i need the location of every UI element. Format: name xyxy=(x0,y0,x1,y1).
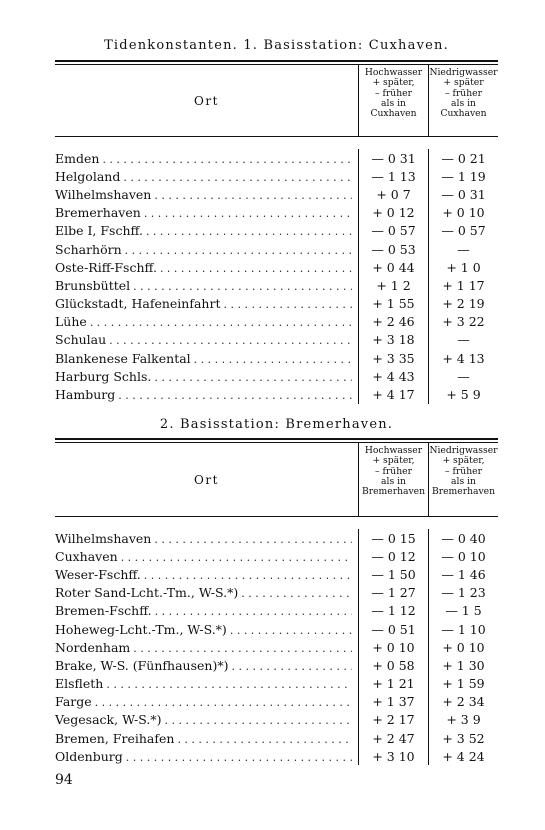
nw-value: — xyxy=(428,367,498,385)
hw-value: — 0 53 xyxy=(358,240,428,258)
hw-value: — 1 12 xyxy=(358,602,428,620)
place-name: Brake, W-S. (Fünfhausen)*) xyxy=(55,657,229,673)
header-line: als in xyxy=(381,475,406,487)
hw-value: + 3 18 xyxy=(358,331,428,349)
nw-value: — 1 46 xyxy=(428,565,498,583)
place-name: Lühe xyxy=(55,314,87,330)
nw-value: — 0 40 xyxy=(428,529,498,547)
table-body xyxy=(55,137,498,404)
table-row xyxy=(55,693,498,711)
nw-value: + 0 10 xyxy=(428,204,498,222)
header-line: – früher xyxy=(445,87,482,99)
hw-value: + 4 17 xyxy=(358,385,428,403)
header-line: Cuxhaven xyxy=(440,108,487,120)
place-name: Hamburg xyxy=(55,387,116,403)
header-hochwasser xyxy=(358,65,428,136)
table-rule-top xyxy=(55,60,498,62)
hw-value: + 0 10 xyxy=(358,638,428,656)
header-line: + später xyxy=(443,77,484,89)
hw-value: — 0 51 xyxy=(358,620,428,638)
nw-value: + 1 17 xyxy=(428,276,498,294)
header-line: Niedrigwasser xyxy=(429,67,498,78)
table-body xyxy=(55,517,498,765)
header-line: als in xyxy=(381,97,406,109)
hw-value: — 1 50 xyxy=(358,565,428,583)
table-row xyxy=(55,240,498,258)
section1-table xyxy=(55,60,498,404)
table-row xyxy=(55,349,498,367)
table-row xyxy=(55,584,498,602)
table-row xyxy=(55,295,498,313)
header-line: + später, xyxy=(442,455,485,467)
header-ort: Ort xyxy=(194,472,219,487)
nw-value: + 1 0 xyxy=(428,258,498,276)
place-name: Helgoland xyxy=(55,168,121,184)
place-name: Cuxhaven xyxy=(55,548,118,564)
table-row xyxy=(55,656,498,674)
hw-value: + 1 21 xyxy=(358,675,428,693)
table-row xyxy=(55,385,498,403)
table-row xyxy=(55,675,498,693)
header-line: Bremerhaven xyxy=(361,486,426,498)
place-name: Glückstadt, Hafeneinfahrt xyxy=(55,296,221,312)
table-row xyxy=(55,747,498,765)
nw-value: — xyxy=(428,240,498,258)
table-row xyxy=(55,602,498,620)
header-line: – früher xyxy=(375,87,412,99)
hw-value: + 3 35 xyxy=(358,349,428,367)
hw-value: + 4 43 xyxy=(358,367,428,385)
place-name: Bremen-Fschff. xyxy=(55,603,152,619)
hw-value: + 3 10 xyxy=(358,747,428,765)
hw-value: + 1 55 xyxy=(358,295,428,313)
table-row xyxy=(55,276,498,294)
place-name: Nordenham xyxy=(55,639,131,655)
place-name: Oldenburg xyxy=(55,748,123,764)
nw-value: + 4 13 xyxy=(428,349,498,367)
nw-value: — xyxy=(428,331,498,349)
table-row xyxy=(55,729,498,747)
nw-value: + 1 59 xyxy=(428,675,498,693)
table-header xyxy=(55,443,498,517)
hw-value: + 0 44 xyxy=(358,258,428,276)
nw-value: — 0 10 xyxy=(428,547,498,565)
place-name: Bremen, Freihafen xyxy=(55,730,175,746)
place-name: Harburg Schls. xyxy=(55,368,152,384)
header-line: Hochwasser xyxy=(364,445,423,456)
table-row xyxy=(55,313,498,331)
table-row xyxy=(55,547,498,565)
hw-value: + 1 2 xyxy=(358,276,428,294)
section2-table xyxy=(55,438,498,765)
header-hochwasser xyxy=(358,443,428,516)
header-line: + später, xyxy=(372,77,415,89)
nw-value: — 1 10 xyxy=(428,620,498,638)
nw-value: + 1 30 xyxy=(428,656,498,674)
place-name: Emden xyxy=(55,150,100,166)
nw-value: + 3 22 xyxy=(428,313,498,331)
hw-value: — 0 15 xyxy=(358,529,428,547)
hw-value: — 0 12 xyxy=(358,547,428,565)
table-row xyxy=(55,565,498,583)
header-line: – früher xyxy=(445,465,482,477)
header-niedrigwasser xyxy=(428,443,498,516)
header-line: Cuxhaven xyxy=(370,108,417,120)
header-ort: Ort xyxy=(194,93,219,108)
nw-value: — 0 31 xyxy=(428,185,498,203)
header-line: – früher xyxy=(375,465,412,477)
place-name: Oste-Riff-Fschff. xyxy=(55,259,157,275)
table-row xyxy=(55,529,498,547)
header-line: als in xyxy=(451,97,476,109)
table-row xyxy=(55,149,498,167)
nw-value: — 1 23 xyxy=(428,584,498,602)
section1-title: Tidenkonstanten. 1. Basisstation: Cuxhaven. xyxy=(104,38,449,53)
page-number: 94 xyxy=(55,772,73,788)
place-name: Scharhörn xyxy=(55,241,122,257)
hw-value: + 0 58 xyxy=(358,656,428,674)
hw-value: — 0 31 xyxy=(358,149,428,167)
place-name: Farge xyxy=(55,694,92,710)
nw-value: + 2 19 xyxy=(428,295,498,313)
nw-value: — 1 19 xyxy=(428,167,498,185)
nw-value: + 0 10 xyxy=(428,638,498,656)
nw-value: + 4 24 xyxy=(428,747,498,765)
nw-value: — 0 57 xyxy=(428,222,498,240)
place-name: Wilhelmshaven xyxy=(55,530,152,546)
place-name: Schulau xyxy=(55,332,107,348)
place-name: Roter Sand-Lcht.-Tm., W-S.*) xyxy=(55,585,239,601)
header-line: Bremerhaven xyxy=(431,486,496,498)
table-row xyxy=(55,638,498,656)
table-row xyxy=(55,258,498,276)
table-row xyxy=(55,167,498,185)
table-header xyxy=(55,65,498,137)
place-name: Hoheweg-Lcht.-Tm., W-S.*) xyxy=(55,621,227,637)
place-name: Vegesack, W-S.*) xyxy=(55,712,162,728)
place-name: Elbe I, Fschff. xyxy=(55,223,143,239)
nw-value: — 1 5 xyxy=(428,602,498,620)
nw-value: + 3 52 xyxy=(428,729,498,747)
place-name: Wilhelmshaven xyxy=(55,186,152,202)
place-name: Brunsbüttel xyxy=(55,277,131,293)
header-line: Hochwasser xyxy=(364,67,423,78)
table-row xyxy=(55,222,498,240)
hw-value: + 0 7 xyxy=(358,185,428,203)
table-row xyxy=(55,711,498,729)
hw-value: + 2 47 xyxy=(358,729,428,747)
table-row xyxy=(55,331,498,349)
hw-value: + 0 12 xyxy=(358,204,428,222)
nw-value: + 3 9 xyxy=(428,711,498,729)
table-rule-top xyxy=(55,438,498,440)
nw-value: + 2 34 xyxy=(428,693,498,711)
hw-value: — 1 13 xyxy=(358,167,428,185)
header-line: Niedrigwasser xyxy=(429,445,498,456)
place-name: Blankenese Falkental xyxy=(55,350,191,366)
table-row xyxy=(55,204,498,222)
hw-value: + 2 17 xyxy=(358,711,428,729)
nw-value: — 0 21 xyxy=(428,149,498,167)
place-name: Elsfleth xyxy=(55,676,104,692)
header-line: + später, xyxy=(372,455,415,467)
place-name: Bremerhaven xyxy=(55,205,141,221)
table-row xyxy=(55,367,498,385)
table-row xyxy=(55,185,498,203)
hw-value: + 2 46 xyxy=(358,313,428,331)
header-line: als in xyxy=(451,475,476,487)
header-niedrigwasser xyxy=(428,65,498,136)
hw-value: + 1 37 xyxy=(358,693,428,711)
section2-title: 2. Basisstation: Bremerhaven. xyxy=(159,417,394,432)
table-row xyxy=(55,620,498,638)
nw-value: + 5 9 xyxy=(428,385,498,403)
hw-value: — 0 57 xyxy=(358,222,428,240)
place-name: Weser-Fschff. xyxy=(55,566,141,582)
hw-value: — 1 27 xyxy=(358,584,428,602)
